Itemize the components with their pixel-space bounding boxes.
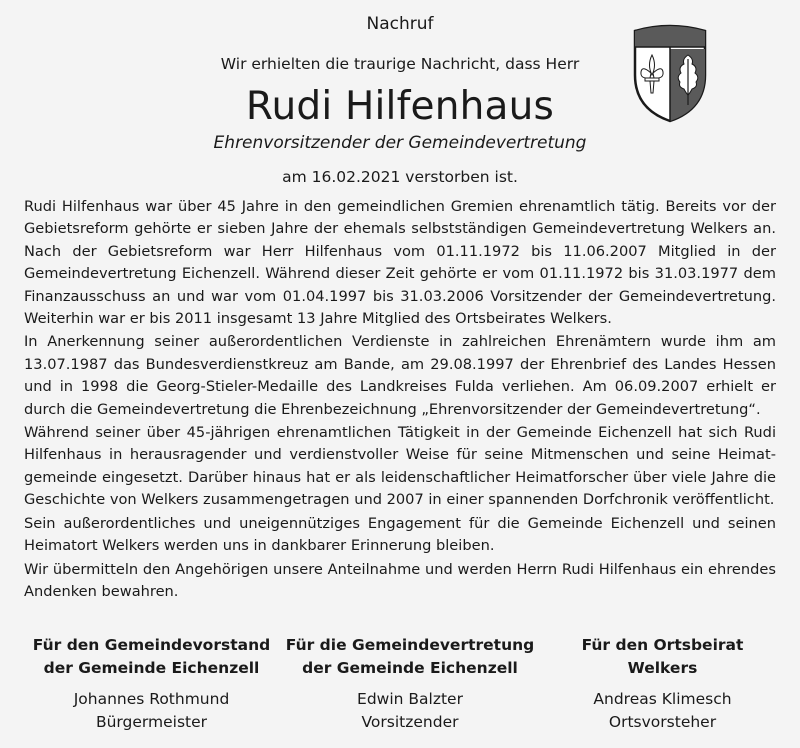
signature-org-line: der Gemeinde Eichenzell bbox=[302, 659, 518, 677]
signature-org-line: Für die Gemeindevertretung bbox=[285, 636, 535, 654]
signatory-name: Andreas Klimesch bbox=[593, 690, 732, 708]
honorary-role: Ehrenvorsitzender der Gemeindevertretung bbox=[213, 133, 587, 153]
coat-of-arms-icon bbox=[632, 23, 708, 123]
notice-title: Nachruf bbox=[366, 14, 434, 34]
paragraph-service: Rudi Hilfenhaus war über 45 Jahre in den gemeindlichen Gremien ehrenamtlich tätig. Bereits vor der Gebietsreform gehörte er sieben Jahre der ehemals selbstständigen Gemeindevertretung Welkers an. Nach der Gebietsreform war Herr Hilfenhaus vom 01.11.1972 bis 11.06.2007 Mitglied in der Gemeindevertretung Eichenzell. Während dieser Zeit gehörte er vom 01.11.1972 bis 31.03.1977 dem Finanzausschuss an und war vom 01.04.1997 bis 31.03.2006 Vorsitzender der Gemeindevertretung. Weiterhin war er bis 2011 insgesamt 13 Jahre Mitglied des Ortsbeirates Welkers. bbox=[24, 198, 776, 328]
deceased-name: Rudi Hilfenhaus bbox=[245, 84, 555, 129]
obituary-text bbox=[24, 196, 776, 604]
signature-org-line: Für den Gemeindevorstand bbox=[32, 636, 271, 654]
paragraph-remembrance: Sein außerordentliches und uneigennütziges Engagement für die Gemeinde Eichenzell und seinen Heimatort Welkers werden uns in dankbarer Erinnerung bleiben. bbox=[24, 514, 776, 555]
signatory-name: Edwin Balzter bbox=[357, 690, 463, 708]
signature-org-line: der Gemeinde Eichenzell bbox=[43, 659, 260, 677]
paragraph-honors: In Anerkennung seiner außerordentlichen Verdienste in zahlreichen Ehrenämtern wurde ihm am 13.07.1987 das Bundesverdienstkreuz am Bande, am 29.08.1997 der Ehrenbrief des Landes Hessen und in 1998 die Georg-Stieler-Medaille des Landkreises Fulda verliehen. Am 06.09.2007 erhielt er durch die Gemeindevertretung die Ehrenbezeichnung „Ehrenvorsitzender der Gemeindevertretung“. bbox=[24, 333, 776, 418]
signatory-title: Ortsvorsteher bbox=[608, 713, 717, 731]
signature-municipal-council bbox=[285, 634, 535, 734]
signature-municipal-board bbox=[24, 634, 279, 734]
paragraph-commitment: Während seiner über 45-jährigen ehrenamtlichen Tätigkeit in der Gemeinde Eichenzell hat sich Rudi Hilfenhaus in herausragender und verdienstvoller Weise für seine Mitmenschen und seine Heimatgemeinde eingesetzt. Darüber hinaus hat er als leidenschaftlicher Heimatforscher über viele Jahre die Geschichte von Welkers zusammengetragen und 2007 in einer spannenden Dorfchronik veröffentlicht. bbox=[24, 424, 776, 509]
signature-org-line: Für den Ortsbeirat bbox=[581, 636, 744, 654]
signature-org-line: Welkers bbox=[627, 659, 698, 677]
intro-line: Wir erhielten die traurige Nachricht, dass Herr bbox=[220, 55, 580, 73]
signatory-title: Vorsitzender bbox=[361, 713, 459, 731]
signatory-title: Bürgermeister bbox=[95, 713, 208, 731]
signatory-name: Johannes Rothmund bbox=[73, 690, 230, 708]
signature-local-council bbox=[540, 634, 785, 734]
date-of-death-line: am 16.02.2021 verstorben ist. bbox=[282, 168, 518, 186]
paragraph-condolence: Wir übermitteln den Angehörigen unsere Anteilnahme und werden Herrn Rudi Hilfenhaus ein ehrendes Andenken bewahren. bbox=[24, 560, 776, 600]
